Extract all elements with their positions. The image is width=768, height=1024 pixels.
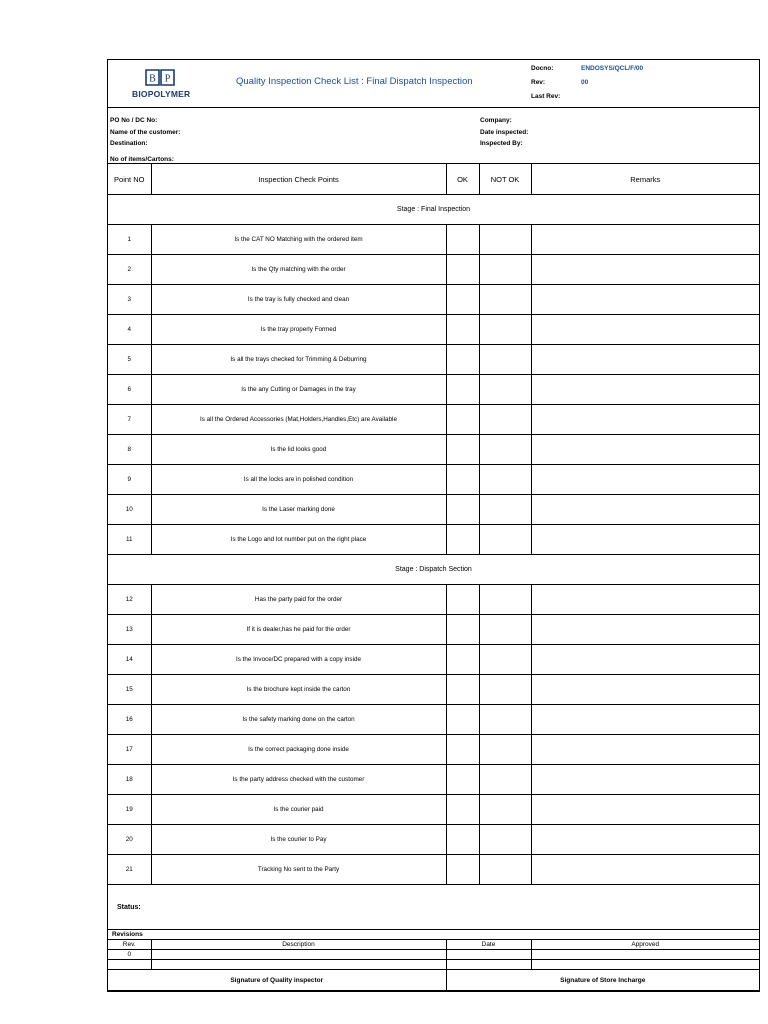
status-row: [108, 885, 759, 930]
ok-checkbox-cell[interactable]: [446, 705, 479, 735]
approved-col-header: Approved: [531, 940, 759, 950]
remarks-cell[interactable]: [531, 345, 759, 375]
revision-approved: [531, 960, 759, 970]
check-point-text: If it is dealer,has he paid for the order: [151, 615, 446, 645]
document-info: [531, 62, 643, 104]
checklist-row: [108, 615, 759, 645]
not-ok-checkbox-cell[interactable]: [479, 255, 531, 285]
point-number: 9: [108, 465, 151, 495]
ok-checkbox-cell[interactable]: [446, 345, 479, 375]
ok-checkbox-cell[interactable]: [446, 435, 479, 465]
remarks-cell[interactable]: [531, 435, 759, 465]
logo-letter-p: P: [164, 73, 171, 85]
not-ok-checkbox-cell[interactable]: [479, 855, 531, 885]
revision-date: [446, 950, 531, 960]
stage-dispatch-label: Stage : Dispatch Section: [108, 555, 759, 585]
point-number: 17: [108, 735, 151, 765]
point-number: 7: [108, 405, 151, 435]
checklist-row: [108, 855, 759, 885]
remarks-cell[interactable]: [531, 585, 759, 615]
col-remarks-header: Remarks: [531, 164, 759, 195]
check-point-text: Is the tray is fully checked and clean: [151, 285, 446, 315]
checklist-row: [108, 435, 759, 465]
not-ok-checkbox-cell[interactable]: [479, 645, 531, 675]
check-point-text: Is the party address checked with the customer: [151, 765, 446, 795]
store-incharge-signature: Signature of Store Incharge: [446, 970, 759, 991]
stage-row-final: [108, 195, 759, 225]
checklist-row: [108, 585, 759, 615]
items-label: No of items/Cartons:: [110, 155, 174, 163]
ok-checkbox-cell[interactable]: [446, 525, 479, 555]
customer-label: Name of the customer:: [110, 128, 181, 136]
remarks-cell[interactable]: [531, 225, 759, 255]
check-point-text: Is all the trays checked for Trimming & Deburring: [151, 345, 446, 375]
rev-col-header: Rev.: [108, 940, 151, 950]
revisions-header-row: [108, 940, 759, 950]
rev-value: 00: [581, 79, 589, 86]
checklist-row: [108, 525, 759, 555]
ok-checkbox-cell[interactable]: [446, 315, 479, 345]
check-point-text: Is the Qty matching with the order: [151, 255, 446, 285]
quality-inspector-signature: Signature of Quality inspector: [108, 970, 446, 991]
remarks-cell[interactable]: [531, 675, 759, 705]
not-ok-checkbox-cell[interactable]: [479, 765, 531, 795]
not-ok-checkbox-cell[interactable]: [479, 705, 531, 735]
destination-label: Destination:: [110, 140, 148, 147]
revision-date: [446, 960, 531, 970]
not-ok-checkbox-cell[interactable]: [479, 585, 531, 615]
point-number: 18: [108, 765, 151, 795]
ok-checkbox-cell[interactable]: [446, 765, 479, 795]
ok-checkbox-cell[interactable]: [446, 735, 479, 765]
status-label: Status:: [108, 885, 759, 930]
check-point-text: Is the brochure kept inside the carton: [151, 675, 446, 705]
checklist-row: [108, 825, 759, 855]
checklist-table: [108, 164, 759, 930]
revision-number: 0: [108, 950, 151, 960]
checklist-row: [108, 765, 759, 795]
col-ok-header: OK: [446, 164, 479, 195]
remarks-cell[interactable]: [531, 495, 759, 525]
remarks-cell[interactable]: [531, 375, 759, 405]
ok-checkbox-cell[interactable]: [446, 405, 479, 435]
check-point-text: Is the courier to Pay: [151, 825, 446, 855]
revision-row: [108, 960, 759, 970]
inspected-by-label: Inspected By:: [480, 140, 523, 147]
not-ok-checkbox-cell[interactable]: [479, 345, 531, 375]
ok-checkbox-cell[interactable]: [446, 795, 479, 825]
checklist-row: [108, 495, 759, 525]
remarks-cell[interactable]: [531, 735, 759, 765]
ok-checkbox-cell[interactable]: [446, 375, 479, 405]
not-ok-checkbox-cell[interactable]: [479, 615, 531, 645]
checklist-row: [108, 675, 759, 705]
not-ok-checkbox-cell[interactable]: [479, 675, 531, 705]
ok-checkbox-cell[interactable]: [446, 285, 479, 315]
order-info: [108, 108, 759, 164]
remarks-cell[interactable]: [531, 315, 759, 345]
check-point-text: Is all the locks are in polished condition: [151, 465, 446, 495]
remarks-cell[interactable]: [531, 855, 759, 885]
checklist-row: [108, 465, 759, 495]
company-label: Company:: [480, 117, 512, 124]
checklist-row: [108, 705, 759, 735]
ok-checkbox-cell[interactable]: [446, 675, 479, 705]
biopolymer-logo-icon: [143, 68, 177, 88]
remarks-cell[interactable]: [531, 255, 759, 285]
revision-approved: [531, 950, 759, 960]
check-point-text: Is the Invoce/DC prepared with a copy inside: [151, 645, 446, 675]
ok-checkbox-cell[interactable]: [446, 645, 479, 675]
revisions-title: Revisions: [112, 931, 143, 938]
ok-checkbox-cell[interactable]: [446, 495, 479, 525]
remarks-cell[interactable]: [531, 705, 759, 735]
point-number: 21: [108, 855, 151, 885]
remarks-cell[interactable]: [531, 765, 759, 795]
po-label: PO No / DC No:: [110, 117, 158, 124]
not-ok-checkbox-cell[interactable]: [479, 285, 531, 315]
last-rev-label: Last Rev:: [531, 93, 561, 100]
col-not-ok-header: NOT OK: [479, 164, 531, 195]
ok-checkbox-cell[interactable]: [446, 255, 479, 285]
not-ok-checkbox-cell[interactable]: [479, 225, 531, 255]
checklist-row: [108, 255, 759, 285]
point-number: 8: [108, 435, 151, 465]
remarks-cell[interactable]: [531, 525, 759, 555]
checklist-row: [108, 345, 759, 375]
inspection-sheet: [107, 59, 760, 992]
point-number: 12: [108, 585, 151, 615]
col-point-header: Point NO: [108, 164, 151, 195]
check-point-text: Is the CAT NO Matching with the ordered item: [151, 225, 446, 255]
check-point-text: Is the courier paid: [151, 795, 446, 825]
revision-row: [108, 950, 759, 960]
revision-description: [151, 950, 446, 960]
point-number: 20: [108, 825, 151, 855]
point-number: 19: [108, 795, 151, 825]
point-number: 2: [108, 255, 151, 285]
remarks-cell[interactable]: [531, 825, 759, 855]
point-number: 1: [108, 225, 151, 255]
check-point-text: Is the safety marking done on the carton: [151, 705, 446, 735]
desc-col-header: Description: [151, 940, 446, 950]
logo-letter-b: B: [149, 73, 156, 85]
point-number: 4: [108, 315, 151, 345]
ok-checkbox-cell[interactable]: [446, 615, 479, 645]
stage-final-label: Stage : Final Inspection: [108, 195, 759, 225]
checklist-row: [108, 315, 759, 345]
remarks-cell[interactable]: [531, 615, 759, 645]
check-point-text: Is all the Ordered Accessories (Mat,Holders,Handles,Etc) are Available: [151, 405, 446, 435]
remarks-cell[interactable]: [531, 285, 759, 315]
point-number: 13: [108, 615, 151, 645]
ok-checkbox-cell[interactable]: [446, 465, 479, 495]
signature-row: [108, 970, 759, 991]
document-header: [108, 60, 759, 108]
not-ok-checkbox-cell[interactable]: [479, 825, 531, 855]
ok-checkbox-cell[interactable]: [446, 225, 479, 255]
not-ok-checkbox-cell[interactable]: [479, 405, 531, 435]
revision-description: [151, 960, 446, 970]
point-number: 14: [108, 645, 151, 675]
remarks-cell[interactable]: [531, 795, 759, 825]
checklist-row: [108, 225, 759, 255]
ok-checkbox-cell[interactable]: [446, 855, 479, 885]
point-number: 15: [108, 675, 151, 705]
point-number: 3: [108, 285, 151, 315]
not-ok-checkbox-cell[interactable]: [479, 525, 531, 555]
check-point-text: Tracking No sent to the Party: [151, 855, 446, 885]
point-number: 5: [108, 345, 151, 375]
rev-label: Rev:: [531, 79, 546, 86]
checklist-row: [108, 735, 759, 765]
check-point-text: Is the Laser marking done: [151, 495, 446, 525]
checklist-row: [108, 285, 759, 315]
checklist-row: [108, 645, 759, 675]
checklist-row: [108, 795, 759, 825]
not-ok-checkbox-cell[interactable]: [479, 795, 531, 825]
point-number: 16: [108, 705, 151, 735]
point-number: 6: [108, 375, 151, 405]
signature-table: [108, 970, 759, 991]
point-number: 10: [108, 495, 151, 525]
remarks-cell[interactable]: [531, 645, 759, 675]
check-point-text: Is the tray properly Formed: [151, 315, 446, 345]
company-logo: [132, 68, 191, 99]
col-check-header: Inspection Check Points: [151, 164, 446, 195]
doc-no-value: ENDOSYS/QCL/F/00: [581, 65, 644, 72]
not-ok-checkbox-cell[interactable]: [479, 465, 531, 495]
checklist-row: [108, 405, 759, 435]
revisions-table: [108, 939, 759, 970]
date-inspected-label: Date inspected:: [480, 128, 529, 136]
check-point-text: Is the Logo and lot number put on the right place: [151, 525, 446, 555]
remarks-cell[interactable]: [531, 465, 759, 495]
check-point-text: Is the lid looks good: [151, 435, 446, 465]
document-title: Quality Inspection Check List : Final Dispatch Inspection: [236, 76, 473, 87]
not-ok-checkbox-cell[interactable]: [479, 735, 531, 765]
not-ok-checkbox-cell[interactable]: [479, 375, 531, 405]
ok-checkbox-cell[interactable]: [446, 585, 479, 615]
revision-number: [108, 960, 151, 970]
doc-no-label: Docno:: [531, 65, 554, 72]
remarks-cell[interactable]: [531, 405, 759, 435]
logo-text: BIOPOLYMER: [132, 89, 191, 99]
point-number: 11: [108, 525, 151, 555]
check-point-text: Is the any Cutting or Damages in the tray: [151, 375, 446, 405]
check-point-text: Is the correct packaging done inside: [151, 735, 446, 765]
table-header-row: [108, 164, 759, 195]
date-col-header: Date: [446, 940, 531, 950]
stage-row-dispatch: [108, 555, 759, 585]
checklist-row: [108, 375, 759, 405]
not-ok-checkbox-cell[interactable]: [479, 315, 531, 345]
not-ok-checkbox-cell[interactable]: [479, 435, 531, 465]
check-point-text: Has the party paid for the order: [151, 585, 446, 615]
ok-checkbox-cell[interactable]: [446, 825, 479, 855]
not-ok-checkbox-cell[interactable]: [479, 495, 531, 525]
